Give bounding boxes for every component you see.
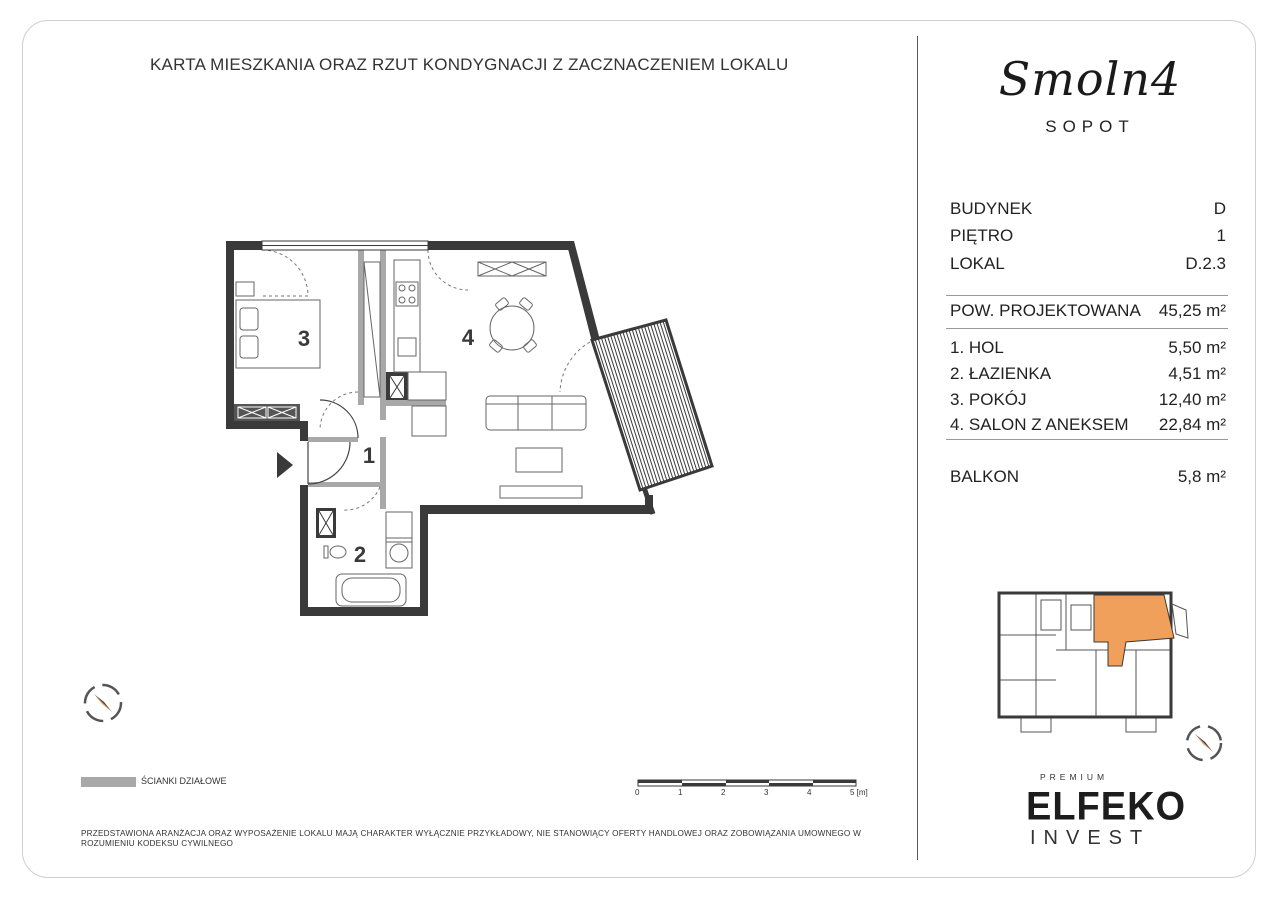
fridge [408,372,446,400]
cooktop [396,282,418,306]
wall-segment [420,505,428,615]
room-number-2: 2 [353,542,367,567]
door-swing [262,250,308,296]
info-row-unit [950,254,1226,276]
wall-segment [300,485,308,615]
info-label: LOKAL [950,254,1005,273]
info-separator [946,295,1228,296]
info-label: PIĘTRO [950,226,1014,245]
toilet [330,546,346,558]
wall-segment [420,505,653,514]
project-city: SOPOT [1045,117,1135,136]
compass-icon [82,682,124,724]
info-row-room [950,338,1226,360]
room-number-4: 4 [461,325,475,350]
wall-segment [226,241,234,429]
info-label: 2. ŁAZIENKA [950,364,1052,383]
legend-label: ŚCIANKI DZIAŁOWE [141,776,227,786]
brand-premium: PREMIUM [1040,772,1109,782]
wall-segment [226,241,262,250]
tv-stand [500,486,582,498]
wall-segment [300,607,428,616]
door-leaf [320,400,358,438]
sofa [486,396,586,430]
info-row-room [950,390,1226,412]
nightstand [236,282,254,296]
info-value: 22,84 m² [1158,415,1226,434]
highlighted-unit [1094,595,1174,666]
info-row-floor [950,226,1226,248]
info-label: BALKON [950,467,1019,486]
scale-tick: 3 [764,788,769,797]
floor-plan [220,235,720,625]
info-value: 4,51 m² [1168,364,1226,383]
info-value: 45,25 m² [1158,301,1226,320]
coffee-table [516,448,562,472]
partition-wall [380,250,386,420]
entrance-arrow [277,452,293,478]
info-value: 5,50 m² [1168,338,1226,357]
scale-tick: 4 [807,788,812,797]
info-row-area [950,301,1226,323]
scale-tick: 1 [678,788,683,797]
info-row-room [950,364,1226,386]
bathtub [336,574,406,606]
scale-tick: 2 [721,788,726,797]
info-value: 12,40 m² [1158,390,1226,409]
scale-bar [636,778,860,790]
page-title: KARTA MIESZKANIA ORAZ RZUT KONDYGNACJI Z ZACZNACZENIEM LOKALU [150,55,789,74]
info-value: 5,8 m² [1177,467,1226,486]
scale-tick: 0 [635,788,640,797]
info-row-balcony [950,467,1226,489]
info-label: 1. HOL [950,338,1004,357]
info-row-room [950,415,1226,437]
partition-wall [380,437,386,509]
wall-segment [428,241,468,250]
project-logo: Smoln4 [998,52,1182,106]
info-label: BUDYNEK [950,199,1033,218]
brand-sub: INVEST [1030,827,1151,849]
balcony [592,320,712,490]
wall-segment [300,421,308,441]
info-row-building [950,199,1226,221]
wall-segment [226,421,308,429]
sink [398,338,416,356]
info-value: D.2.3 [1185,254,1226,273]
info-value: D [1213,199,1226,218]
info-label: POW. PROJEKTOWANA [950,301,1141,320]
brand-name: ELFEKO [1026,784,1187,830]
wall-segment [468,241,574,250]
legend-swatch [81,777,136,787]
partition-wall [308,437,358,442]
info-separator [946,439,1228,440]
room-number-1: 1 [362,443,376,468]
scale-tick: 5 [m] [850,788,868,797]
column-divider [917,36,918,860]
key-plan [996,590,1196,740]
tv-cabinet [478,262,546,276]
compass-icon-small [1183,722,1225,764]
cabinet [412,406,446,436]
partition-wall [386,400,446,406]
wall-segment [566,241,600,342]
info-separator [946,328,1228,329]
room-number-3: 3 [297,326,311,351]
partition-wall [358,250,364,405]
info-label: 4. SALON Z ANEKSEM [950,415,1129,434]
info-label: 3. POKÓJ [950,390,1027,409]
info-value: 1 [1216,226,1226,245]
disclaimer: PRZEDSTAWIONA ARANŻACJA ORAZ WYPOSAŻENIE LOKALU MAJĄ CHARAKTER WYŁĄCZNIE PRZYKŁADOWY, NIE STANOWIĄCY OFERTY HANDLOWEJ ORAZ ZOBOWIĄZANIA UMOWNEGO W ROZUMIENIU KODEKSU CYWILNEGO [81,829,861,848]
